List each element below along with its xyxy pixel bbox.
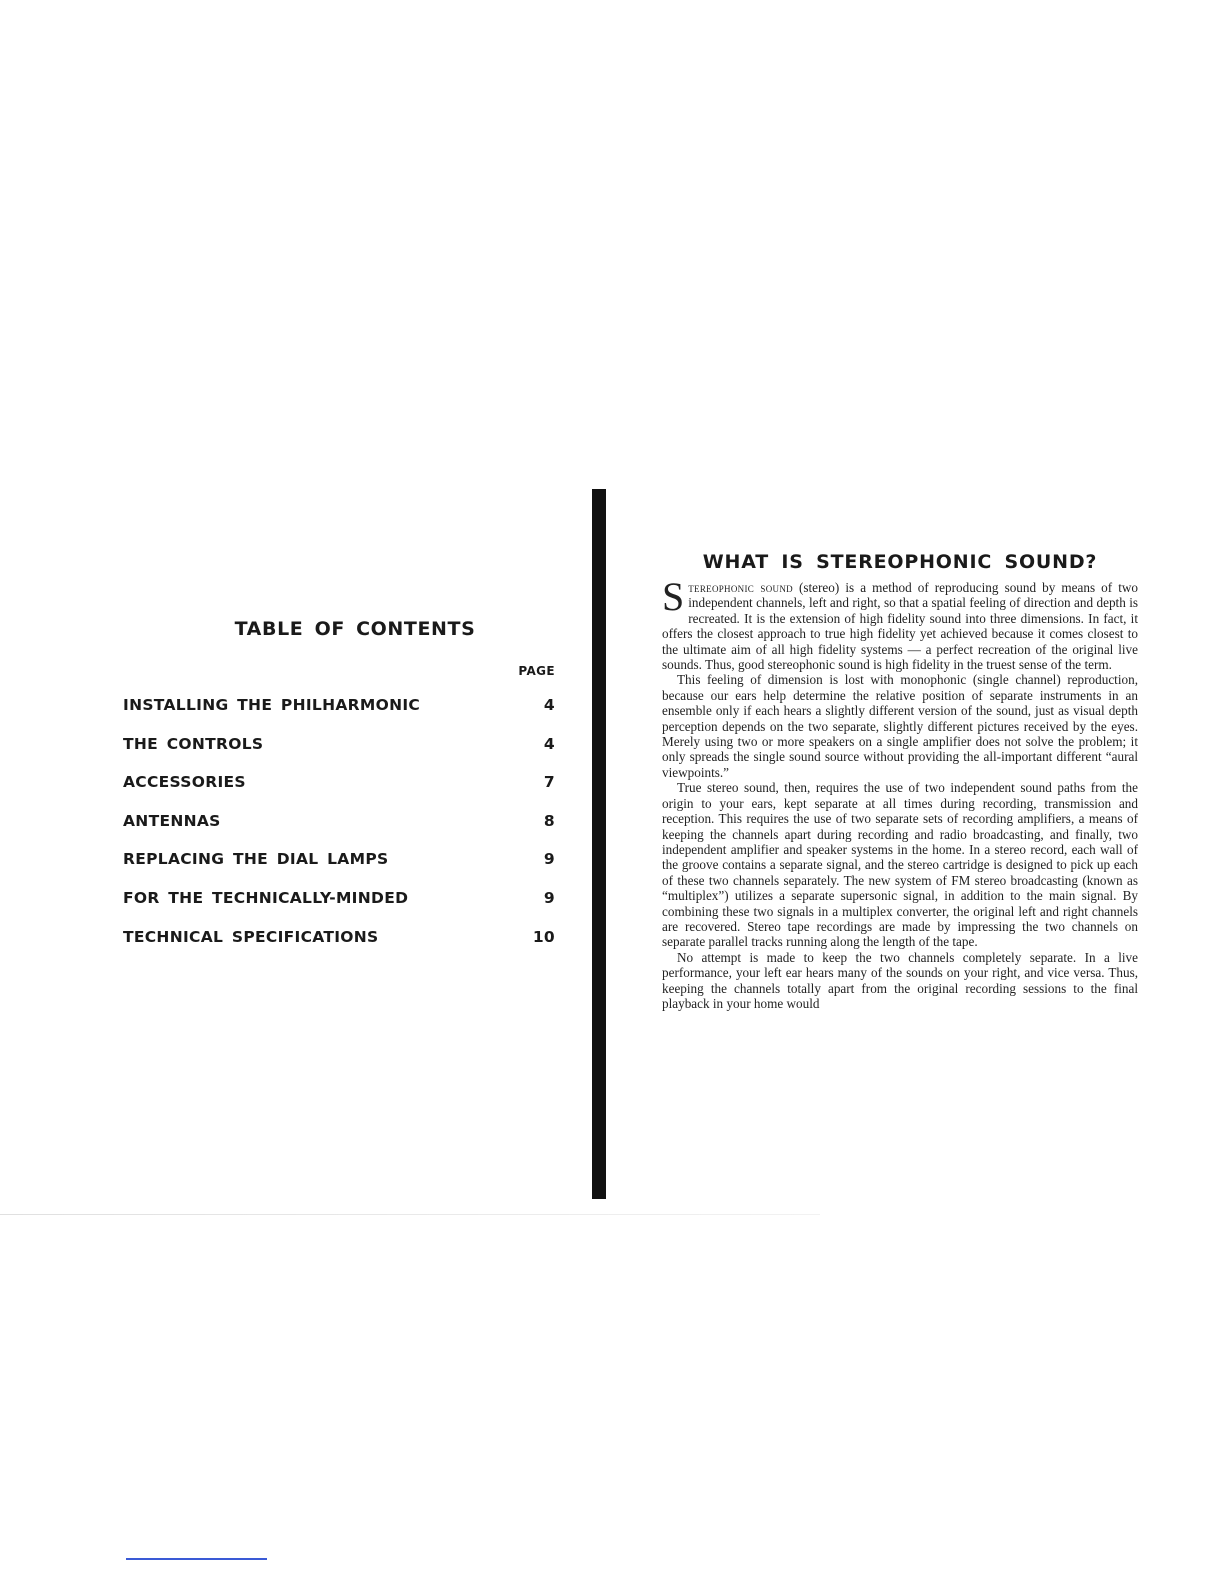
article-body: [662, 574, 1138, 1011]
toc-entry[interactable]: [123, 773, 555, 812]
corner-mark-line: [126, 1558, 267, 1560]
paragraph-1-text: (stereo) is a method of reproducing sound by means of two independent channels, left and right, so that a spatial feeling of direction and depth is recreated. It is the extension of high fidelity sound into three dimensions. In fact, it offers the closest approach to true high fidelity yet achieved because it comes closest to the ultimate aim of all high fidelity systems — a perfect recreation of the original live sounds. Thus, good stereophonic sound is high fidelity in the truest sense of the term.: [662, 580, 1138, 673]
toc-entry[interactable]: [123, 928, 555, 967]
toc-entry[interactable]: [123, 850, 555, 889]
paragraph-4: No attempt is made to keep the two channels completely separate. In a live performance, your left ear hears many of the sounds on your right, and vice versa. Thus, keeping the channels totally apart from the original recording sessions to the final playback in your home would: [662, 949, 1138, 1011]
toc-entry-label: REPLACING THE DIAL LAMPS: [123, 850, 389, 869]
toc-entry[interactable]: [123, 812, 555, 851]
toc-entry-page: 4: [543, 696, 555, 714]
toc-entry-label: ACCESSORIES: [123, 773, 246, 792]
toc-entry-label: FOR THE TECHNICALLY-MINDED: [123, 888, 409, 907]
toc-entry[interactable]: [123, 696, 555, 735]
toc-entry-page: 9: [543, 850, 555, 869]
toc-entry-page: 9: [543, 888, 555, 907]
toc-entry-label: THE CONTROLS: [123, 734, 264, 753]
toc-title: TABLE OF CONTENTS: [234, 618, 476, 640]
toc-entry-label: TECHNICAL SPECIFICATIONS: [123, 927, 379, 946]
toc-entry[interactable]: [123, 735, 555, 774]
toc-entry-label: INSTALLING THE PHILHARMONIC: [123, 696, 421, 714]
toc-entry-page: 7: [543, 773, 555, 792]
toc-entry-page: 8: [543, 811, 555, 830]
toc-entry-page: 4: [543, 734, 555, 753]
article: [662, 548, 1138, 1011]
paragraph-3: True stereo sound, then, requires the use of two independent sound paths from the origin to your ears, kept separate at all times during recording, transmission and reception. This requires the use of two separate sets of recording amplifiers, a means of keeping the channels apart during recording and radio broadcasting, and finally, two independent amplifier and speaker systems in the home. In a stereo record, each wall of the groove contains a separate signal, and the stereo cartridge is designed to pick up each of these two channels separately. The new system of FM stereo broadcasting (known as “multiplex”) utilizes a separate supersonic signal, in addition to the main signal. By combining these two signals in a multiplex converter, the original left and right channels are recovered. Stereo tape recordings are made by impressing the two channels on separate parallel tracks running along the length of the tape.: [662, 780, 1138, 950]
lead-caps: tereophonic sound: [688, 580, 793, 595]
article-title: WHAT IS STEREOPHONIC SOUND?: [702, 551, 1098, 573]
toc-list: [123, 696, 555, 966]
scan-fold-line: [0, 1214, 820, 1215]
paragraph-1: [662, 574, 1138, 673]
paragraph-2: This feeling of dimension is lost with monophonic (single channel) reproduction, because our ears help determine the relative position of separate instruments in an ensemble only if each hears a slightly different version of the sound, just as visual depth perception depends on the two separate, slightly different pictures received by the eyes. Merely using two or more speakers on a single amplifier does not solve the problem; it only spreads the single sound source without providing the all-important different “aural viewpoints.”: [662, 672, 1138, 780]
toc-entry-label: ANTENNAS: [123, 811, 221, 830]
page-divider-bar: [592, 489, 606, 1199]
drop-cap: S: [662, 574, 685, 619]
toc-page-column-header: PAGE: [518, 664, 555, 678]
toc-entry[interactable]: [123, 889, 555, 928]
toc-entry-page: 10: [532, 927, 555, 946]
